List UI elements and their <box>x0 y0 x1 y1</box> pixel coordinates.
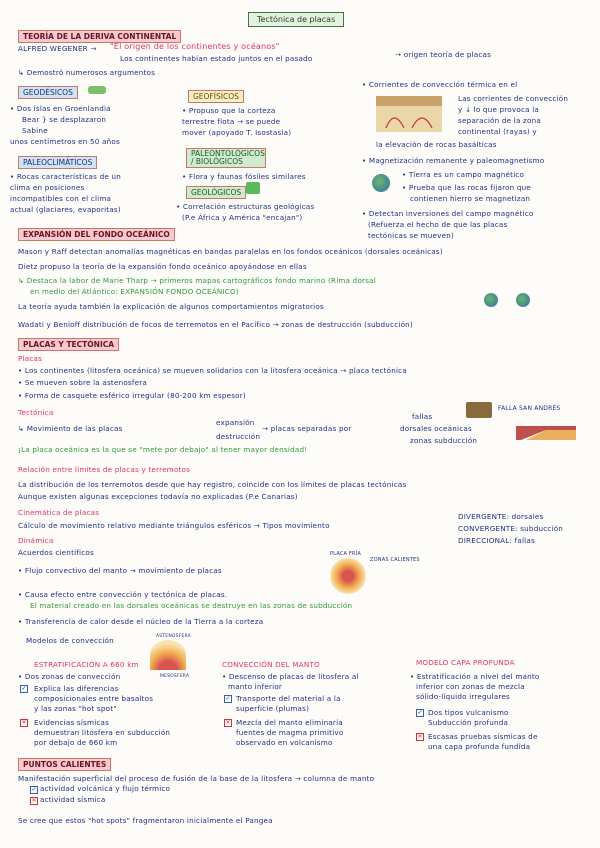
expansion-line: ↳ Destaca la labor de Marie Tharp → primeros mapas cartográficos fondo marino (Rima dorsal <box>18 276 376 285</box>
mesosfera-label: MESOSFERA <box>160 674 190 679</box>
magn-line: • Detectan inversiones del campo magnético <box>362 209 534 218</box>
convection-diagram-icon <box>376 92 442 132</box>
astenosfera-label: ASTENOSFERA <box>156 634 191 639</box>
geodesicos-header: GEODÉSICOS <box>18 86 78 99</box>
modelo1-line: Explica las diferencias <box>34 684 119 693</box>
modelo2-header: CONVECCIÓN DEL MANTO <box>222 660 320 669</box>
demostro: ↳ Demostró numerosos argumentos <box>18 68 156 77</box>
earth-globe-icon <box>372 174 390 192</box>
wegener-book: "El origen de los continentes y océanos" <box>110 42 280 51</box>
tectonica-nota: ¡La placa oceánica es la que se "mete por debajo" al tener mayor densidad! <box>18 445 308 454</box>
divergente: DIVERGENTE: dorsales <box>458 512 544 521</box>
tectonica-zonas: zonas subducción <box>410 436 478 445</box>
modelo3-line: Subducción profunda <box>428 718 509 727</box>
expansion-line: La teoría ayuda también la explicación de algunos comportamientos migratorios <box>18 302 324 311</box>
tectonica-movimiento: ↳ Movimiento de las placas <box>18 424 123 433</box>
geofisicos-line: mover (apoyado T. Isostasia) <box>182 128 292 137</box>
geofisicos-header: GEOFÍSICOS <box>188 90 244 103</box>
placa-fria-label: PLACA FRÍA <box>330 551 361 557</box>
paleontologicos-header: PALEONTOLÓGICOS / BIOLÓGICOS <box>186 148 266 168</box>
zonas-calientes-label: ZONAS CALIENTES <box>370 557 420 563</box>
expansion-line: Mason y Raff detectan anomalías magnéticas en bandas paralelas en los fondos oceánicos (dorsales oceánicas) <box>18 247 443 256</box>
relacion-line: Aunque existen algunas excepciones todavía no explicadas (P.e Canarias) <box>18 492 298 501</box>
modelo2-line: fuentes de magma primitivo <box>236 728 344 737</box>
relacion-subheader: Relación entre límites de placas y terremotos <box>18 465 191 474</box>
wegener-label: ALFRED WEGENER → <box>18 44 97 53</box>
origen-placas: → origen teoría de placas <box>395 50 492 59</box>
modelo1-line: Evidencias sísmicas <box>34 718 110 727</box>
tectonica-expansion: expansión <box>216 418 255 427</box>
placas-line: • Se mueven sobre la astenosfera <box>18 378 147 387</box>
modelo2-line: Transporte del material a la <box>236 694 341 703</box>
placas-line: • Los continentes (litosfera oceánica) se mueven solidarios con la litosfera oceánica → placa tectónica <box>18 366 407 375</box>
paleoclimaticos-line: incompatibles con el clima <box>10 194 112 203</box>
modelo3-line: sólido-líquido irregulares <box>416 692 510 701</box>
cross-icon: ✕ <box>225 719 231 726</box>
modelo2-line: manto inferior <box>228 682 283 691</box>
modelo1-header: ESTRATIFICACIÓN A 660 km <box>34 660 139 669</box>
tectonica-subheader: Tectónica <box>18 408 54 417</box>
conv-line: continental (rayas) y <box>458 127 537 136</box>
section-header-expansion: EXPANSIÓN DEL FONDO OCEÁNICO <box>18 228 175 241</box>
puntos-line: actividad volcánica y flujo térmico <box>40 784 171 793</box>
paleoclimaticos-line: • Rocas características de un <box>10 172 121 181</box>
tectonica-dorsales: dorsales oceánicas <box>400 424 472 433</box>
continentes-juntos: Los continentes habían estado juntos en el pasado <box>120 54 313 63</box>
page-title: Tectónica de placas <box>248 12 344 27</box>
globe-icon <box>516 293 530 307</box>
conv-line: Las corrientes de convección <box>458 94 569 103</box>
modelo2-line: superficie (plumas) <box>236 704 310 713</box>
modelo3-line: • Estratificación a nivel del manto <box>410 672 540 681</box>
conv-line: la elevación de rocas basálticas <box>376 140 497 149</box>
expansion-line: en medio del Atlántico: EXPANSIÓN FONDO OCEÁNICO) <box>30 287 239 296</box>
magn-line: (Refuerza el hecho de que las placas <box>368 220 508 229</box>
expansion-line: Wadati y Benioff distribución de focos de terremotos en el Pacífico → zonas de destrucción (subducción) <box>18 320 413 329</box>
puntos-line: Manifestación superficial del proceso de fusión de la base de la litosfera → columna de manto <box>18 774 375 783</box>
modelos-header: Modelos de convección <box>26 636 114 645</box>
check-icon: ✓ <box>225 695 231 702</box>
falla-san-andres-label: FALLA SAN ANDRÉS <box>498 405 561 412</box>
modelo1-line: composicionales entre basaltos <box>34 694 154 703</box>
geodesicos-line: • Dos islas en Groenlandia <box>10 104 111 113</box>
geofisicos-line: terrestre flota → se puede <box>182 117 281 126</box>
corrientes-conveccion: • Corrientes de convección térmica en el <box>362 80 518 89</box>
expansion-line: Dietz propuso la teoría de la expansión fondo oceánico apoyándose en ellas <box>18 262 307 271</box>
tectonica-separadas: → placas separadas por <box>262 424 352 433</box>
geologicos-line: • Correlación estructuras geológicas <box>176 202 315 211</box>
direccional: DIRECCIONAL: fallas <box>458 536 535 545</box>
continents-fit-icon <box>246 182 260 194</box>
magn-line: • Tierra es un campo magnético <box>402 170 525 179</box>
acuerdos-line: • Causa efecto entre convección y tectónica de placas. <box>18 590 228 599</box>
paleoclimaticos-line: clima en posiciones <box>10 183 85 192</box>
tectonica-destruccion: destrucción <box>216 432 261 441</box>
cross-icon: ✕ <box>31 797 37 804</box>
magn-line: • Prueba que las rocas fijaron que <box>402 183 532 192</box>
puntos-line: actividad sísmica <box>40 795 106 804</box>
modelo2-line: observado en volcanismo <box>236 738 333 747</box>
section-header-puntos: PUNTOS CALIENTES <box>18 758 111 771</box>
fault-diagram-icon <box>466 402 492 418</box>
placas-subheader: Placas <box>18 354 43 363</box>
dinamica-subheader: Dinámica <box>18 536 54 545</box>
modelo3-line: inferior con zonas de mezcla <box>416 682 525 691</box>
modelo2-line: • Descenso de placas de litosfera al <box>222 672 359 681</box>
magn-line: tectónicas se mueven) <box>368 231 455 240</box>
modelo2-line: Mezcla del manto eliminaría <box>236 718 343 727</box>
modelo3-line: Escasas pruebas sísmicas de <box>428 732 538 741</box>
check-icon: ✓ <box>417 709 423 716</box>
convergente: CONVERGENTE: subducción <box>458 524 564 533</box>
acuerdos-line: El material creado en las dorsales oceánicas se destruye en las zonas de subducción <box>30 601 353 610</box>
modelo1-line: • Dos zonas de convección <box>18 672 121 681</box>
modelo3-line: Dos tipos vulcanismo <box>428 708 509 717</box>
geologicos-header: GEOLÓGICOS <box>186 186 246 199</box>
magnetizacion-header: • Magnetización remanente y paleomagnetismo <box>362 156 545 165</box>
earth-convection-icon <box>330 558 366 594</box>
earth-layers-icon <box>150 640 186 670</box>
check-icon: ✓ <box>21 685 27 692</box>
paleoclimaticos-line: actual (glaciares, evaporitas) <box>10 205 121 214</box>
geodesicos-line: Sabine <box>22 126 48 135</box>
acuerdos-header: Acuerdos científicos <box>18 548 94 557</box>
relacion-line: La distribución de los terremotos desde que hay registro, coincide con los límites de placas tectónicas <box>18 480 407 489</box>
acuerdos-line: • Flujo convectivo del manto → movimiento de placas <box>18 566 222 575</box>
cross-icon: ✕ <box>21 719 27 726</box>
conv-line: separación de la zona <box>458 116 541 125</box>
cross-icon: ✕ <box>417 733 423 740</box>
check-icon: ✓ <box>31 786 37 793</box>
magn-line: contienen hierro se magnetizan <box>410 194 531 203</box>
cinematica-line: Cálculo de movimiento relativo mediante triángulos esféricos → Tipos movimiento <box>18 521 330 530</box>
tectonica-fallas: fallas <box>412 412 433 421</box>
section-header-placas: PLACAS Y TECTÓNICA <box>18 338 119 351</box>
paleoclimaticos-header: PALEOCLIMÁTICOS <box>18 156 97 169</box>
cinematica-subheader: Cinemática de placas <box>18 508 100 517</box>
section-header-deriva: TEORÍA DE LA DERIVA CONTINENTAL <box>18 30 181 43</box>
paleontologicos-line: • Flora y faunas fósiles similares <box>182 172 306 181</box>
placas-line: • Forma de casquete esférico irregular (80-200 km espesor) <box>18 391 246 400</box>
globe-icon <box>484 293 498 307</box>
modelo1-line: demuestran litosfera en subducción <box>34 728 171 737</box>
geologicos-line: (P.e África y América "encajan") <box>182 213 303 222</box>
subduction-diagram-icon <box>516 420 576 440</box>
modelo1-line: por debajo de 660 km <box>34 738 118 747</box>
geodesicos-line: unos centímetros en 50 años <box>10 137 120 146</box>
greenland-map-icon <box>88 86 106 94</box>
geodesicos-line: Bear } se desplazaron <box>22 115 107 124</box>
acuerdos-line: • Transferencia de calor desde el núcleo de la Tierra a la corteza <box>18 617 264 626</box>
conv-line: y ↓ lo que provoca la <box>458 105 539 114</box>
modelo3-line: una capa profunda fundida <box>428 742 531 751</box>
geofisicos-line: • Propuso que la corteza <box>182 106 276 115</box>
puntos-line: Se cree que estos "hot spots" fragmentaron inicialmente el Pangea <box>18 816 273 825</box>
modelo1-line: y las zonas "hot spot" <box>34 704 117 713</box>
modelo3-header: MODELO CAPA PROFUNDA <box>416 658 515 667</box>
